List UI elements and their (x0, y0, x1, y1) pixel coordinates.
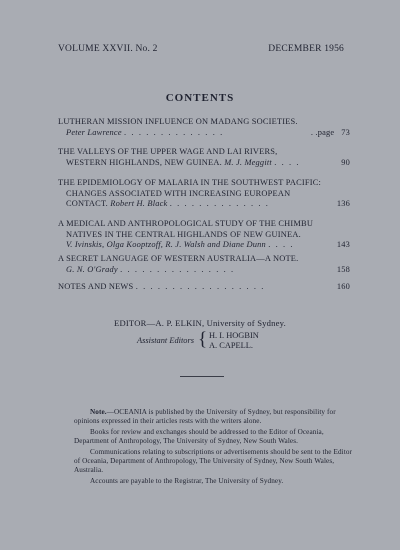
entry-author: V. Ivinskis, Olga Kooptzoff, R. J. Walsh and Diane Dunn (66, 240, 266, 249)
assistant-editor-name: A. CAPELL. (209, 341, 253, 350)
entry-title-line: A SECRET LANGUAGE OF WESTERN AUSTRALIA—A NOTE. (58, 254, 299, 263)
section-divider (180, 376, 224, 377)
entry-page-group (311, 128, 350, 139)
assistant-editor-names (209, 331, 259, 351)
contents-heading: CONTENTS (165, 92, 235, 104)
leader-dots: . . . . . . . . . . . . . . (124, 127, 224, 137)
entry-author: Robert H. Black (110, 199, 168, 208)
note-paragraph: Communications relating to subscriptions or advertisements should be sent to the Editor of Oceania, Department of Anthropology, The University of Sydney, New South Wales, Australia. (74, 448, 353, 474)
entry-title-line: THE EPIDEMIOLOGY OF MALARIA IN THE SOUTHWEST PACIFIC: (58, 178, 322, 187)
entry-page: 136 (336, 199, 350, 208)
entry-page: 160 (336, 282, 350, 291)
contents-entry (58, 282, 348, 293)
entry-byline (58, 199, 348, 210)
contents-entry (58, 147, 348, 168)
leader-dots: . . . . . . . . . . . . . . . . (120, 264, 235, 274)
page-header (58, 44, 344, 56)
issue-date: DECEMBER 1956 (268, 44, 344, 54)
volume-number: VOLUME XXVII. No. 2 (58, 44, 158, 54)
leader-dots: . . . . . . . . . . . . . . . . . . (135, 282, 265, 291)
entry-title-line: WESTERN HIGHLANDS, NEW GUINEA. (66, 157, 222, 167)
entry-title-line: LUTHERAN MISSION INFLUENCE ON MADANG SOCIETIES. (58, 117, 298, 126)
entry-title-line: THE VALLEYS OF THE UPPER WAGE AND LAI RIVERS, (58, 147, 278, 156)
brace-glyph: { (198, 329, 208, 350)
entry-page: 90 (341, 157, 350, 167)
assistant-editor-name: H. I. HOGBIN (209, 331, 259, 340)
contents-entry (58, 254, 348, 275)
leader-dots: . . . . (268, 240, 295, 249)
note-text: —OCEANIA is published by the University of Sydney, but responsibility for opinions expressed in their articles rests with the writers alone. (74, 408, 336, 425)
entry-title-line: CHANGES ASSOCIATED WITH INCREASING EUROPEAN (66, 188, 291, 198)
notes-block (74, 408, 354, 489)
contents-entry (58, 117, 348, 138)
entry-author: Peter Lawrence (66, 127, 122, 137)
editor-line: EDITOR—A. P. ELKIN, University of Sydney. (114, 318, 286, 328)
leader-dots: . . . . . . . . . . . . . . (169, 199, 270, 208)
entry-author: M. J. Meggitt (224, 157, 272, 167)
leader-dots: . . . . (274, 157, 301, 167)
note-paragraph (74, 408, 354, 425)
contents-entry (58, 178, 348, 210)
page-label: . .page (310, 127, 335, 137)
contents-entry (58, 219, 348, 251)
entry-byline (58, 240, 348, 251)
entry-byline (58, 158, 348, 169)
note-lead: Note. (90, 408, 107, 416)
entry-page: 158 (336, 264, 350, 274)
entry-byline (58, 282, 348, 293)
entry-title-line: A MEDICAL AND ANTHROPOLOGICAL STUDY OF THE CHIMBU (58, 219, 314, 228)
entry-page: 73 (341, 127, 350, 137)
entry-author: G. N. O'Grady (66, 264, 118, 274)
entry-title-line: CONTACT. (66, 199, 108, 208)
entry-title-line: NATIVES IN THE CENTRAL HIGHLANDS OF NEW GUINEA. (66, 229, 301, 239)
entry-byline (58, 265, 348, 276)
entry-byline (58, 128, 348, 139)
assistant-editors-label: Assistant Editors (137, 336, 195, 345)
entry-title-line: NOTES AND NEWS (58, 282, 134, 291)
entry-page: 143 (336, 240, 350, 249)
note-paragraph: Accounts are payable to the Registrar, The University of Sydney. (90, 477, 284, 486)
note-paragraph: Books for review and exchanges should be addressed to the Editor of Oceania, Department of Anthropology, The University of Sydney, New South Wales. (74, 428, 324, 445)
